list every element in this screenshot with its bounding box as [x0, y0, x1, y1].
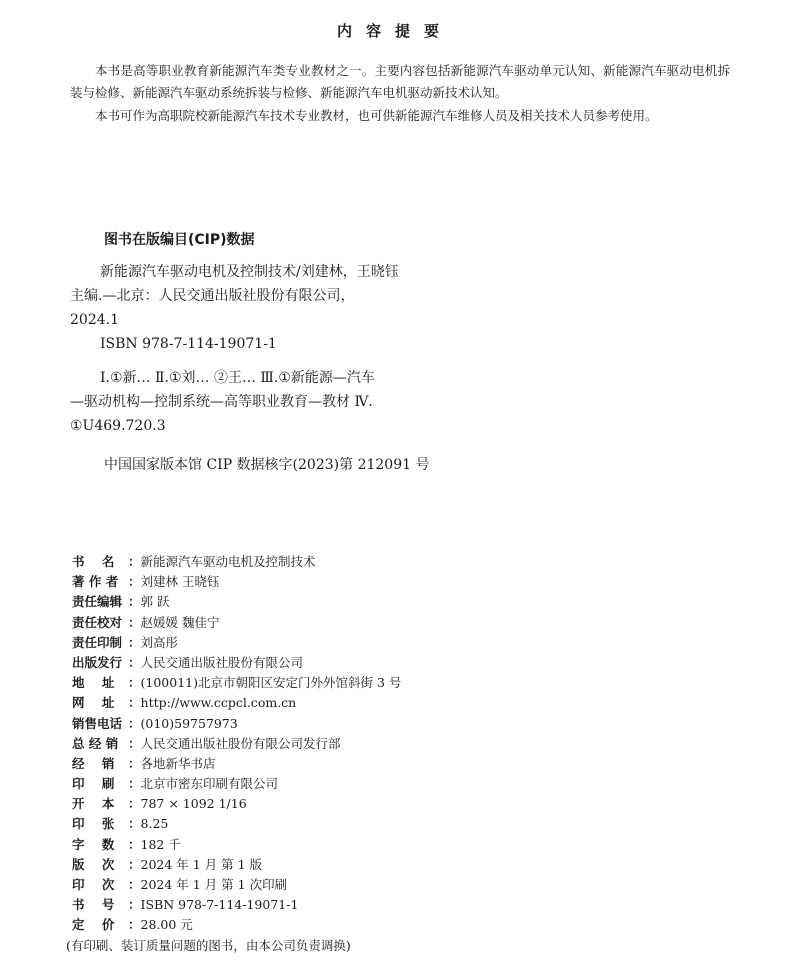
colophon-label: 经 销 — [72, 755, 115, 771]
colophon-label: 网 址 — [72, 695, 115, 711]
colophon-value: 28.00 元 — [140, 917, 193, 933]
colophon-value: 新能源汽车驱动电机及控制技术 — [140, 554, 316, 569]
colophon-label: 书 名 — [72, 554, 115, 569]
colophon-row: 版 次 ： 2024 年 1 月 第 1 版 — [72, 855, 732, 875]
colophon-value: 787 × 1092 1/16 — [140, 796, 247, 812]
colophon-value: (010)59757973 — [140, 715, 238, 731]
colophon-value: 182 千 — [140, 836, 181, 852]
cip-line: Ⅰ.①新… Ⅱ.①刘… ②王… Ⅲ.①新能源—汽车 — [100, 370, 375, 386]
colophon-row: 总 经 销 ： 人民交通出版社股份有限公司发行部 — [72, 734, 732, 754]
colophon-label: 地 址 — [72, 675, 115, 691]
abstract-paragraph: 本书是高等职业教育新能源汽车类专业教材之一。主要内容包括新能源汽车驱动单元认知、新能源汽车驱动电机拆装与检修、新能源汽车驱动系统拆装与检修、新能源汽车电机驱动新技术认知。 — [70, 63, 730, 100]
colophon-value: 赵媛媛 魏佳宁 — [140, 614, 220, 630]
abstract-paragraph: 本书可作为高职院校新能源汽车技术专业教材，也可供新能源汽车维修人员及相关技术人员参考使用。 — [95, 108, 658, 123]
colophon-row: 出版发行 ： 人民交通出版社股份有限公司 — [72, 653, 732, 673]
colophon-label: 责任校对 — [72, 614, 123, 630]
colophon-value: 人民交通出版社股份有限公司发行部 — [140, 735, 341, 751]
colophon-label: 印 次 — [72, 877, 115, 892]
colophon-row: 书 号 ： ISBN 978-7-114-19071-1 — [72, 895, 732, 915]
footnote: (有印刷、装订质量问题的图书，由本公司负责调换) — [66, 938, 351, 953]
colophon-row: 书 名 ： 新能源汽车驱动电机及控制技术 — [72, 552, 732, 572]
colophon-label: 责任印制 — [72, 634, 123, 650]
colophon-label: 定 价 — [72, 917, 115, 933]
colophon-row: 印 刷 ： 北京市密东印刷有限公司 — [72, 774, 732, 794]
colophon-value: 各地新华书店 — [140, 755, 216, 771]
colophon-value: ISBN 978-7-114-19071-1 — [140, 897, 299, 913]
colophon-label: 字 数 — [72, 836, 115, 852]
cip-line: —驱动机构—控制系统—高等职业教育—教材 Ⅳ. — [70, 394, 373, 410]
colophon-label: 总 经 销 — [72, 735, 119, 751]
colophon-row: 著 作 者 ： 刘建林 王晓钰 — [72, 572, 732, 592]
colophon-row: 销售电话 ： (010)59757973 — [72, 714, 732, 734]
colophon-label: 版 次 — [72, 856, 115, 872]
colophon-row: 地 址 ： (100011)北京市朝阳区安定门外外馆斜街 3 号 — [72, 673, 732, 693]
cip-line: 新能源汽车驱动电机及控制技术/刘建林，王晓钰 — [100, 264, 399, 280]
colophon-row: 印 张 ： 8.25 — [72, 814, 732, 834]
colophon-row: 定 价 ： 28.00 元 — [72, 915, 732, 935]
colophon-value: 8.25 — [140, 816, 169, 832]
colophon-value: 人民交通出版社股份有限公司 — [140, 654, 304, 670]
colophon-row: 责任编辑 ： 郭 跃 — [72, 592, 732, 612]
colophon-value: 北京市密东印刷有限公司 — [140, 776, 279, 792]
abstract-body — [70, 60, 730, 128]
cip-line: ①U469.720.3 — [70, 418, 166, 434]
cip-record-number: 中国国家版本馆 CIP 数据核字(2023)第 212091 号 — [104, 457, 430, 473]
colophon-value: 刘高彤 — [140, 634, 179, 650]
colophon-label: 著 作 者 — [72, 574, 119, 590]
colophon-label: 出版发行 — [72, 654, 123, 670]
colophon-row: 责任印制 ： 刘高彤 — [72, 633, 732, 653]
colophon-row: 字 数 ： 182 千 — [72, 835, 732, 855]
colophon-row: 经 销 ： 各地新华书店 — [72, 754, 732, 774]
cip-line: 主编.—北京：人民交通出版社股份有限公司， — [70, 288, 355, 304]
abstract-title: 内容提要 — [336, 22, 453, 40]
cip-line: ISBN 978-7-114-19071-1 — [100, 336, 277, 352]
colophon-value: http://www.ccpcl.com.cn — [140, 695, 297, 711]
colophon-row: 印 次 ： 2024 年 1 月 第 1 次印刷 — [72, 875, 732, 895]
colophon-row: 网 址 ： http://www.ccpcl.com.cn — [72, 693, 732, 713]
colophon-label: 书 号 — [72, 897, 115, 913]
cip-line: 2024.1 — [70, 312, 119, 328]
colophon-label: 开 本 — [72, 796, 115, 812]
colophon-row: 责任校对 ： 赵媛媛 魏佳宁 — [72, 613, 732, 633]
cip-heading: 图书在版编目(CIP)数据 — [104, 232, 255, 248]
colophon-label: 印 刷 — [72, 776, 115, 792]
colophon-value: 2024 年 1 月 第 1 次印刷 — [140, 877, 288, 892]
colophon-value: (100011)北京市朝阳区安定门外外馆斜街 3 号 — [140, 675, 402, 691]
colophon — [72, 552, 732, 936]
colophon-value: 刘建林 王晓钰 — [140, 574, 220, 590]
colophon-label: 销售电话 — [72, 715, 123, 731]
colophon-label: 责任编辑 — [72, 594, 123, 610]
colophon-row: 开 本 ： 787 × 1092 1/16 — [72, 794, 732, 814]
cip-block — [70, 260, 510, 438]
colophon-value: 郭 跃 — [140, 594, 170, 610]
colophon-label: 印 张 — [72, 816, 115, 832]
colophon-value: 2024 年 1 月 第 1 版 — [140, 856, 263, 872]
